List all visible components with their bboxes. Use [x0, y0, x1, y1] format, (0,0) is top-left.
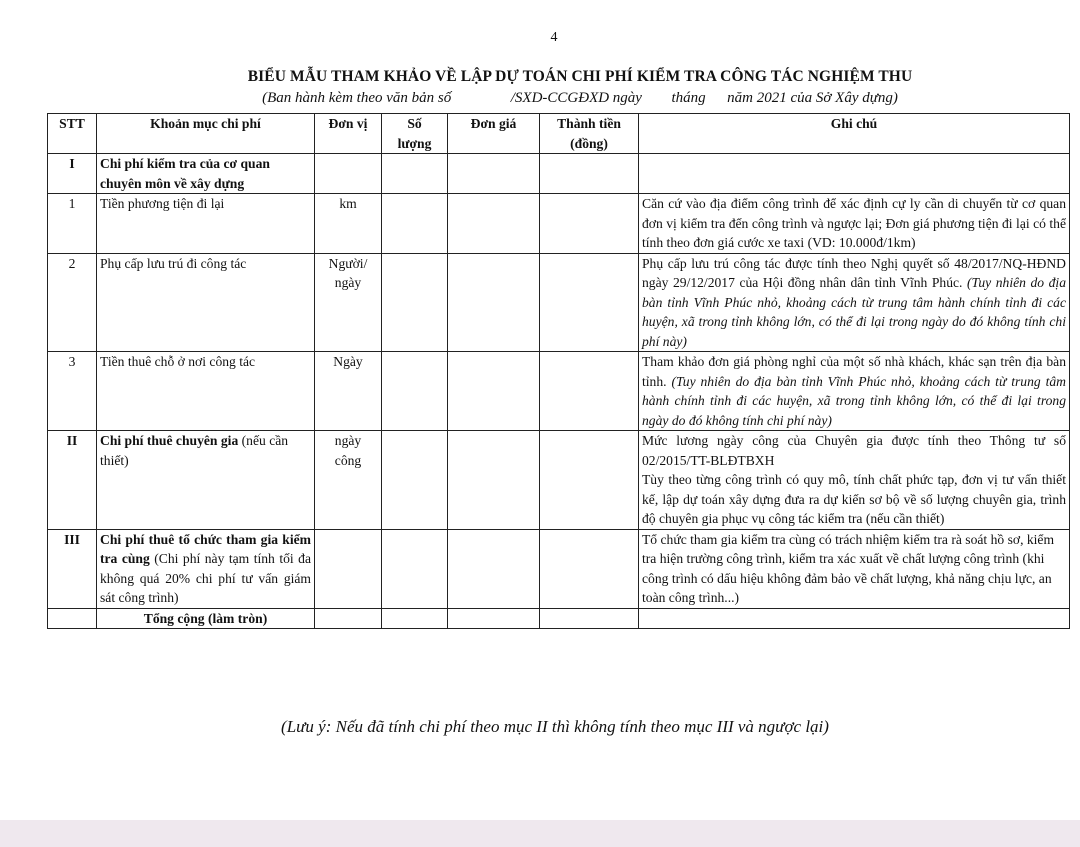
- row-item-bold: Chi phí thuê tổ chức tham gia kiểm tra cùng: [100, 531, 311, 566]
- row-stt: III: [48, 529, 97, 608]
- row-note: [639, 253, 1070, 352]
- header-quantity-line2: lượng: [397, 135, 432, 151]
- total-label: Tổng cộng (làm tròn): [97, 608, 315, 629]
- header-amount-line2: (đồng): [570, 135, 608, 151]
- row-unit-price: [448, 352, 540, 431]
- total-unit-price: [448, 608, 540, 629]
- row-stt: II: [48, 431, 97, 530]
- row-quantity: [382, 194, 448, 254]
- subtitle-part-3: tháng: [671, 90, 706, 106]
- row-item: Phụ cấp lưu trú đi công tác: [97, 253, 315, 352]
- row-item: Chi phí kiểm tra của cơ quan chuyên môn về xây dựng: [97, 154, 315, 194]
- row-amount: [540, 431, 639, 530]
- table-row: [48, 431, 1070, 530]
- total-unit: [315, 608, 382, 629]
- header-note: Ghi chú: [639, 114, 1070, 154]
- row-item: [97, 529, 315, 608]
- row-quantity: [382, 529, 448, 608]
- table-row: [48, 253, 1070, 352]
- footnote: (Lưu ý: Nếu đã tính chi phí theo mục II thì không tính theo mục III và ngược lại): [281, 717, 829, 736]
- row-unit: km: [315, 194, 382, 254]
- header-unit: Đơn vị: [315, 114, 382, 154]
- total-quantity: [382, 608, 448, 629]
- table-row: [48, 194, 1070, 254]
- row-quantity: [382, 154, 448, 194]
- total-amount: [540, 608, 639, 629]
- row-note-italic: (Tuy nhiên do địa bàn tỉnh Vĩnh Phúc nhỏ, khoảng cách từ trung tâm hành chính tỉnh đi các huyện, xã trong tỉnh không lớn, có thể đi lại trong ngày do đó không tính chi phí này): [642, 275, 1067, 349]
- row-unit: [315, 529, 382, 608]
- row-item: [97, 431, 315, 530]
- row-note-text: Tham khảo đơn giá phòng nghỉ của một số nhà khách, khác sạn trên địa bàn tỉnh.: [642, 354, 1066, 389]
- row-unit-price: [448, 194, 540, 254]
- subtitle-part-4: năm 2021 của Sở Xây dựng): [727, 90, 898, 106]
- table-row: [48, 352, 1070, 431]
- row-stt: 1: [48, 194, 97, 254]
- row-note: Tổ chức tham gia kiểm tra cùng có trách nhiệm kiểm tra rà soát hồ sơ, kiểm tra hiện trường công trình, kiểm tra xác xuất về chất lượng công trình (khi công trình có dấu hiệu không đảm bảo về chất lượng, khả năng chịu lực, an toàn công trình...): [639, 529, 1070, 608]
- footer-band: [0, 820, 1080, 847]
- row-note: Căn cứ vào địa điểm công trình để xác định cự ly cần di chuyển từ cơ quan đơn vị kiểm tra đến công trình và ngược lại; Đơn giá phương tiện đi lại có thể tính theo đơn giá cước xe taxi (VD: 10.000đ/1km): [639, 194, 1070, 254]
- subtitle-part-1: (Ban hành kèm theo văn bản số: [262, 90, 452, 106]
- header-quantity: [382, 114, 448, 154]
- row-unit-line2: công: [334, 452, 362, 468]
- row-amount: [540, 253, 639, 352]
- row-unit-price: [448, 154, 540, 194]
- header-amount-line1: Thành tiền: [557, 116, 621, 131]
- row-unit-price: [448, 253, 540, 352]
- row-item: Tiền thuê chỗ ở nơi công tác: [97, 352, 315, 431]
- row-note-paragraph-1: Mức lương ngày công của Chuyên gia được tính theo Thông tư số 02/2015/TT-BLĐTBXH: [642, 433, 1066, 468]
- row-note: [639, 431, 1070, 530]
- row-unit-line2: ngày: [334, 275, 362, 290]
- table-header-row: [48, 114, 1070, 154]
- header-amount: [540, 114, 639, 154]
- table-row: [48, 529, 1070, 608]
- row-unit: [315, 253, 382, 352]
- row-unit: Ngày: [315, 352, 382, 431]
- row-stt: 3: [48, 352, 97, 431]
- row-note-italic: (Tuy nhiên do địa bàn tỉnh Vĩnh Phúc nhỏ, khoảng cách từ trung tâm hành chính tỉnh đi các huyện, xã trong tỉnh không lớn, có thể đi lại trong ngày do đó không tính chi phí này): [642, 373, 1066, 428]
- row-note-paragraph-2: Tùy theo từng công trình có quy mô, tính chất phức tạp, đơn vị tư vấn thiết kế, lập dự toán xây dựng đưa ra dự kiến sơ bộ về số lượng chuyên gia, trình độ chuyên gia phục vụ công tác kiểm tra (nếu cần thiết): [642, 472, 1066, 526]
- header-item: Khoản mục chi phí: [97, 114, 315, 154]
- row-unit-price: [448, 529, 540, 608]
- header-stt: STT: [48, 114, 97, 154]
- total-note: [639, 608, 1070, 629]
- cost-estimate-table: [47, 113, 1070, 629]
- row-item: Tiền phương tiện đi lại: [97, 194, 315, 254]
- row-amount: [540, 529, 639, 608]
- row-item-rest: (Chi phí này tạm tính tối đa không quá 20% chi phí tư vấn giám sát công trình): [100, 551, 311, 605]
- row-note: [639, 154, 1070, 194]
- header-quantity-line1: Số: [407, 116, 422, 131]
- row-unit: [315, 154, 382, 194]
- subtitle-part-2: /SXD-CCGĐXD ngày: [510, 90, 642, 106]
- row-unit-line1: Người/: [328, 255, 368, 271]
- document-title: BIỂU MẪU THAM KHẢO VỀ LẬP DỰ TOÁN CHI PHÍ KIỂM TRA CÔNG TÁC NGHIỆM THU: [247, 68, 913, 85]
- row-unit: [315, 431, 382, 530]
- row-item-rest: (nếu cần thiết): [100, 433, 289, 468]
- page-number: 4: [550, 30, 558, 45]
- row-unit-price: [448, 431, 540, 530]
- document-subtitle: [0, 90, 1080, 107]
- table-row: [48, 154, 1070, 194]
- row-stt: I: [48, 154, 97, 194]
- row-item-bold: Chi phí thuê chuyên gia: [100, 433, 239, 448]
- row-stt: 2: [48, 253, 97, 352]
- header-unit-price: Đơn giá: [448, 114, 540, 154]
- row-quantity: [382, 352, 448, 431]
- total-stt: [48, 608, 97, 629]
- row-amount: [540, 352, 639, 431]
- row-quantity: [382, 253, 448, 352]
- row-unit-line1: ngày: [334, 433, 362, 448]
- row-note-text: Phụ cấp lưu trú công tác được tính theo Nghị quyết số 48/2017/NQ-HĐND ngày 29/12/2017 của Hội đồng nhân dân tỉnh Vĩnh Phúc.: [642, 255, 1066, 290]
- total-row: [48, 608, 1070, 629]
- row-amount: [540, 154, 639, 194]
- row-quantity: [382, 431, 448, 530]
- row-amount: [540, 194, 639, 254]
- row-note: [639, 352, 1070, 431]
